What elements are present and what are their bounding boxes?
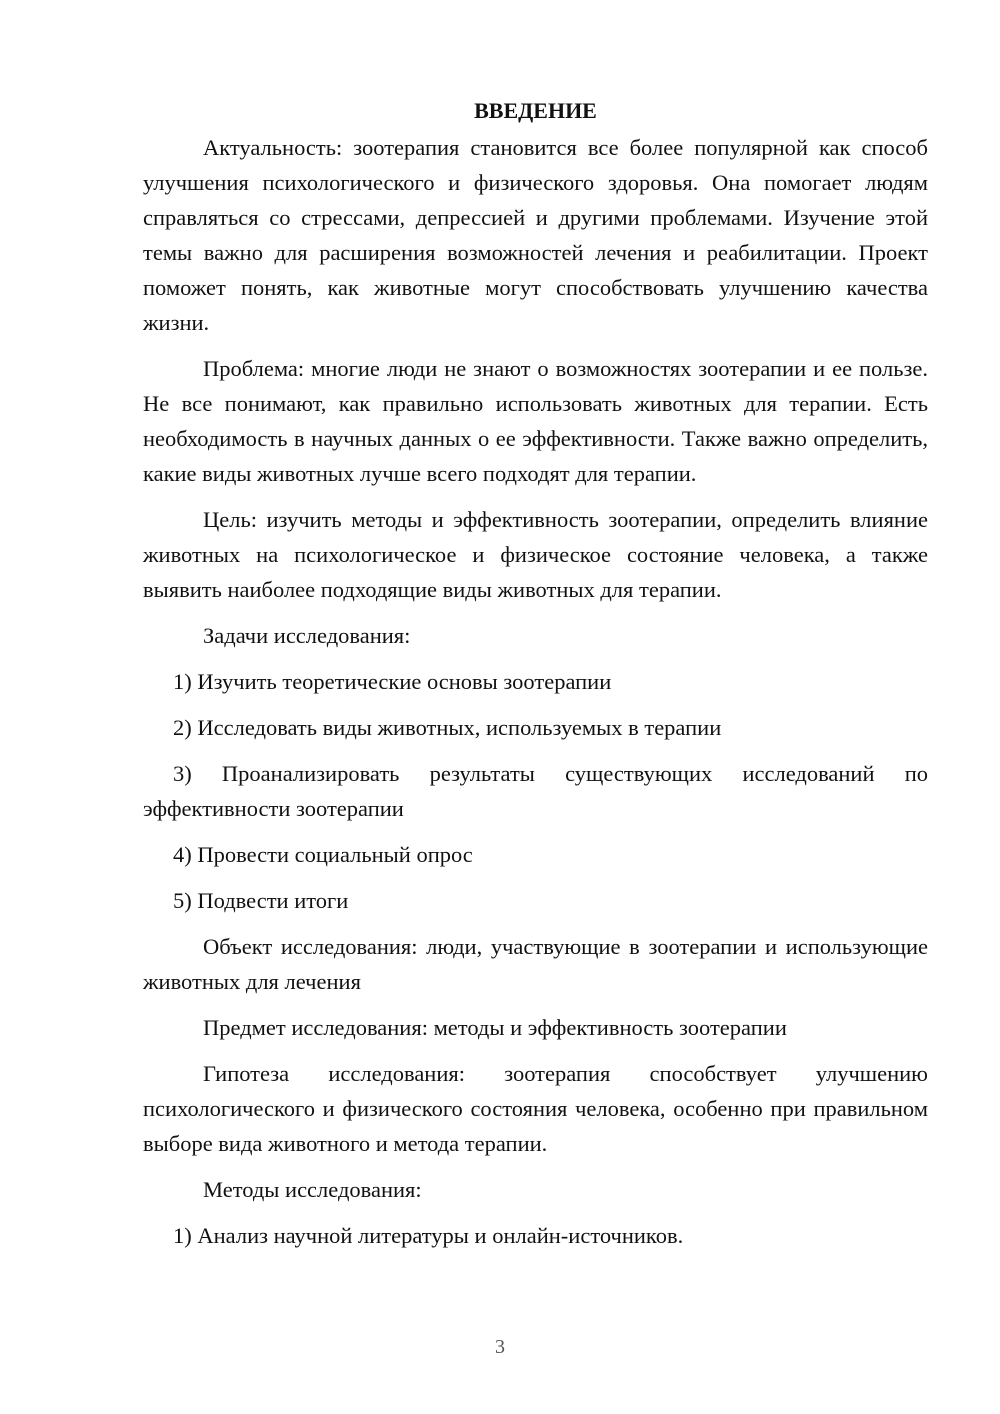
task-item: 4) Провести социальный опрос (173, 842, 473, 867)
task-item: 3) Проанализировать результаты существующих исследований по эффективности зоотерапии (143, 761, 928, 821)
method-item: 1) Анализ научной литературы и онлайн-источников. (173, 1223, 684, 1248)
goal-paragraph: Цель: изучить методы и эффективность зоотерапии, определить влияние животных на психологическое и физическое состояние человека, а также выявить наиболее подходящие виды животных для терапии. (143, 507, 928, 602)
relevance-paragraph: Актуальность: зоотерапия становится все более популярной как способ улучшения психологического и физического здоровья. Она помогает людям справляться со стрессами, депрессией и другими проблемами. Изучение этой темы важно для расширения возможностей лечения и реабилитации. Проект поможет понять, как животные могут способствовать улучшению качества жизни. (143, 135, 928, 335)
task-item: 1) Изучить теоретические основы зоотерапии (173, 669, 612, 694)
page-title: ВВЕДЕНИЕ (474, 98, 597, 123)
hypothesis-paragraph: Гипотеза исследования: зоотерапия способствует улучшению психологического и физического состояния человека, особенно при правильном выборе вида животного и метода терапии. (143, 1061, 928, 1156)
task-item: 5) Подвести итоги (173, 888, 349, 913)
methods-heading: Методы исследования: (203, 1177, 422, 1202)
object-paragraph: Объект исследования: люди, участвующие в зоотерапии и использующие животных для лечения (143, 934, 928, 994)
problem-paragraph: Проблема: многие люди не знают о возможностях зоотерапии и ее пользе. Не все понимают, как правильно использовать животных для терапии. Есть необходимость в научных данных о ее эффективности. Также важно определить, какие виды животных лучше всего подходят для терапии. (143, 356, 928, 486)
tasks-heading: Задачи исследования: (203, 623, 411, 648)
subject-paragraph: Предмет исследования: методы и эффективность зоотерапии (203, 1015, 787, 1040)
task-item: 2) Исследовать виды животных, используемых в терапии (173, 715, 722, 740)
document-page (143, 94, 928, 1264)
page-number: 3 (495, 1336, 505, 1358)
